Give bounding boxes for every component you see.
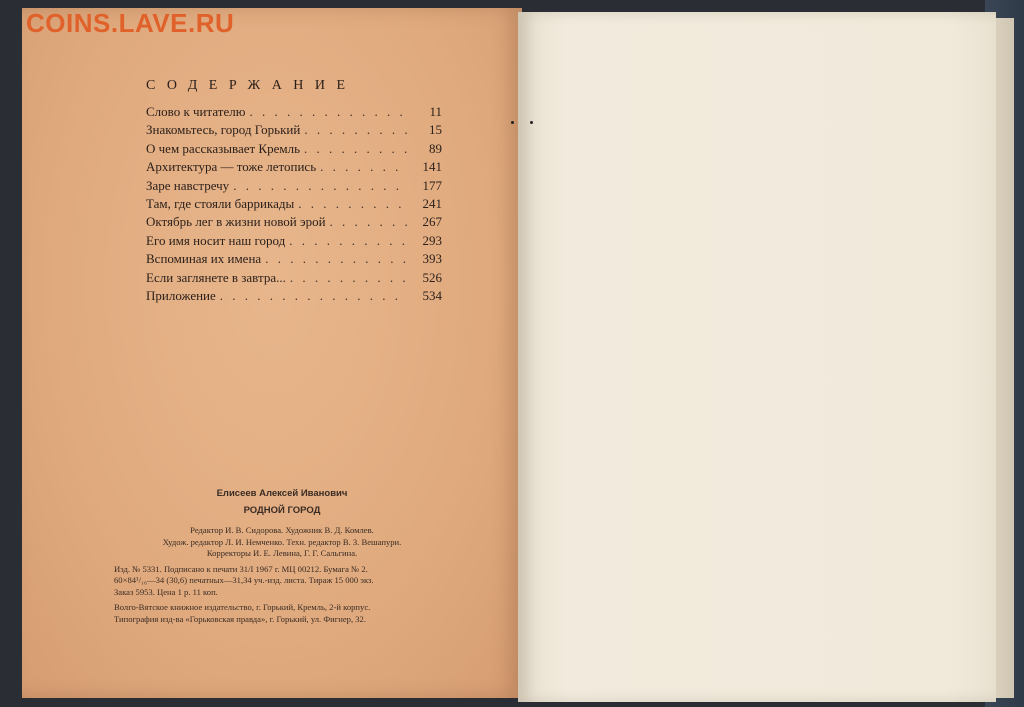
toc-entry: [146, 104, 442, 122]
imprint-credit-line: Редактор И. В. Сидорова. Художник В. Д. Комлев.: [190, 525, 374, 535]
toc-entry-page: 11: [429, 104, 442, 119]
toc-leader-dots: [289, 233, 408, 249]
toc-entry-page: 293: [422, 232, 442, 248]
toc-leader-dots: [304, 122, 408, 138]
imprint-technical-line: 60×84¹/₁₆—34 (30,6) печатных—31,34 уч.-изд. листа. Тираж 15 000 экз.: [114, 575, 374, 585]
toc-entry-page: 177: [422, 177, 442, 193]
imprint-technical-line: Изд. № 5331. Подписано к печати 31/I 1967 г. МЦ 00212. Бумага № 2.: [114, 563, 368, 574]
toc-entry-title: Слово к читателю: [146, 104, 246, 119]
toc-entry-title: Знакомьтесь, город Горький: [146, 122, 301, 138]
right-page-blank: [518, 12, 996, 702]
toc-entry: [146, 159, 442, 177]
toc-entry: [146, 251, 442, 269]
imprint-technical: [114, 564, 450, 599]
imprint-author: Елисеев Алексей Иванович: [216, 488, 348, 499]
table-of-contents: [146, 104, 442, 306]
toc-entry: [146, 178, 442, 196]
imprint-technical-line: Заказ 5953. Цена 1 р. 11 коп.: [114, 586, 218, 597]
imprint-publisher-line: Типография изд-ва «Горьковская правда», г. Горький, ул. Фигнер, 32.: [114, 613, 367, 624]
toc-entry-page: 526: [422, 269, 442, 285]
imprint-publisher-line: Волго-Вятское книжное издательство, г. Горький, Кремль, 2-й корпус.: [114, 602, 371, 612]
toc-leader-dots: [249, 104, 408, 120]
toc-entry-title: Приложение: [146, 287, 216, 303]
toc-entry-page: 534: [422, 287, 442, 303]
page-speck: [530, 121, 533, 124]
toc-entry-title: Архитектура — тоже летопись: [146, 159, 317, 175]
toc-entry-title: Если заглянете в завтра...: [146, 269, 286, 285]
imprint-title: РОДНОЙ ГОРОД: [243, 504, 321, 516]
watermark: COINS.LAVE.RU: [26, 8, 235, 38]
toc-entry-title: Заре навстречу: [146, 177, 230, 193]
toc-leader-dots: [304, 141, 408, 157]
toc-entry-page: 267: [422, 214, 442, 230]
toc-entry-title: Его имя носит наш город: [146, 232, 286, 248]
toc-leader-dots: [330, 214, 408, 230]
toc-entry-page: 241: [422, 195, 442, 211]
toc-entry: [146, 141, 442, 159]
toc-leader-dots: [233, 178, 408, 194]
toc-entry-title: Вспоминая их имена: [146, 251, 262, 267]
toc-leader-dots: [320, 159, 408, 175]
toc-leader-dots: [220, 288, 408, 304]
toc-entry: [146, 233, 442, 251]
toc-leader-dots: [290, 270, 408, 286]
toc-entry: [146, 270, 442, 288]
toc-entry-page: 393: [422, 251, 442, 267]
imprint-block: [114, 488, 450, 625]
toc-entry: [146, 214, 442, 232]
toc-entry: [146, 196, 442, 214]
toc-entry-title: Октябрь лег в жизни новой эрой: [146, 214, 326, 230]
toc-entry-page: 141: [422, 159, 442, 175]
toc-entry-page: 15: [429, 122, 442, 138]
toc-entry-page: 89: [429, 140, 442, 156]
imprint-credit-line: Корректоры И. Е. Левина, Г. Г. Сальгина.: [206, 548, 358, 558]
toc-entry-title: О чем рассказывает Кремль: [146, 140, 301, 156]
imprint-credit-line: Худож. редактор Л. И. Немченко. Техн. редактор В. З. Вешапури.: [162, 536, 402, 547]
page-speck: [511, 121, 514, 124]
toc-entry: [146, 122, 442, 140]
toc-entry: [146, 288, 442, 306]
toc-entry-title: Там, где стояли баррикады: [146, 195, 295, 211]
toc-leader-dots: [265, 251, 408, 267]
toc-heading: СОДЕРЖАНИЕ: [146, 78, 357, 93]
imprint-publisher: [114, 602, 450, 625]
toc-leader-dots: [298, 196, 408, 212]
